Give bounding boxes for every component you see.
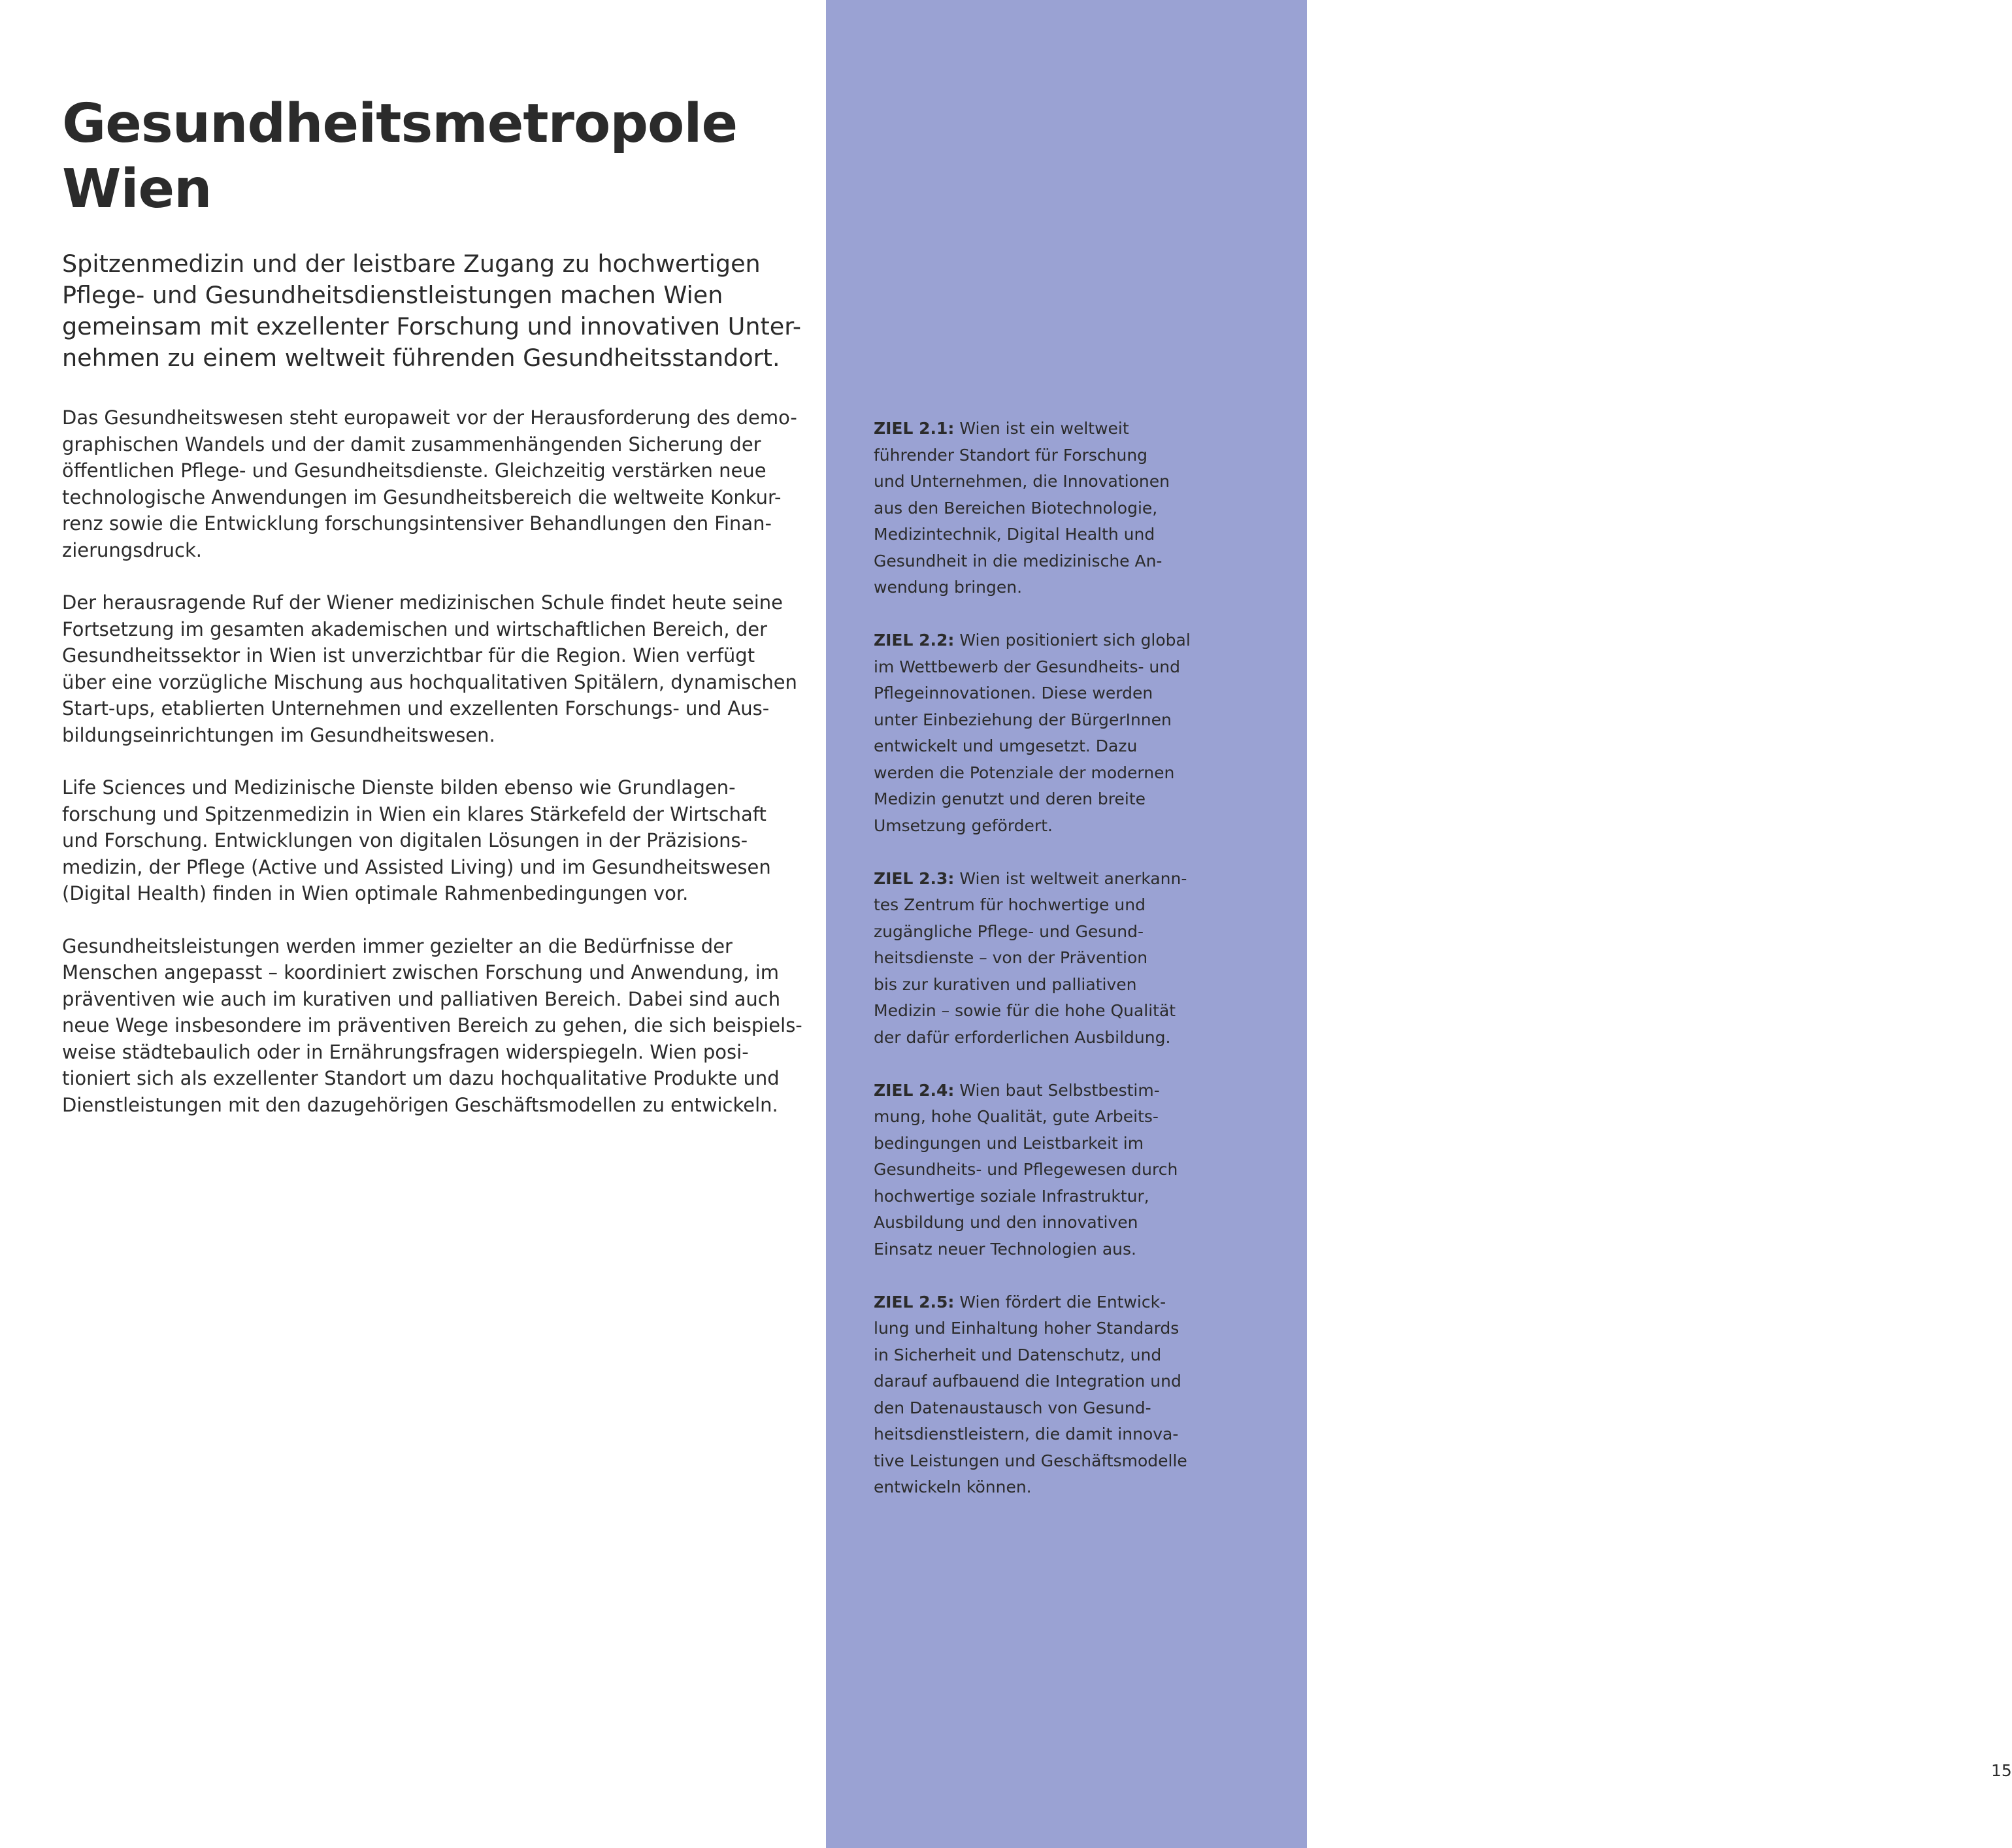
lead-line: Spitzenmedizin und der leistbare Zugang zu hochwertigen — [62, 250, 761, 278]
goal-text: darauf aufbauend die Integration und — [874, 1372, 1181, 1391]
goal-text: führender Standort für Forschung — [874, 445, 1148, 465]
goal-text: und Unternehmen, die Innovationen — [874, 472, 1170, 491]
goals-list — [874, 416, 1230, 1527]
text-line: präventiven wie auch im kurativen und palliativen Bereich. Dabei sind auch — [62, 987, 781, 1010]
goal-text: Wien fördert die Entwick- — [959, 1292, 1166, 1312]
text-line: bildungseinrichtungen im Gesundheitswesen. — [62, 723, 495, 746]
text-line: Der herausragende Ruf der Wiener medizinischen Schule findet heute seine — [62, 591, 783, 614]
text-line: Start-ups, etablierten Unternehmen und exzellenten Forschungs- und Aus- — [62, 697, 770, 719]
goal-text: werden die Potenziale der modernen — [874, 763, 1175, 782]
goal-item — [874, 416, 1230, 601]
body-paragraph — [62, 774, 814, 907]
goal-text: hochwertige soziale Infrastruktur, — [874, 1186, 1149, 1206]
text-line: weise städtebaulich oder in Ernährungsfragen widerspiegeln. Wien posi- — [62, 1040, 749, 1063]
goal-item — [874, 627, 1230, 839]
body-text — [62, 404, 814, 1118]
goal-first-line — [874, 1078, 1230, 1104]
goal-first-line — [874, 416, 1230, 442]
goal-label: ZIEL 2.3: — [874, 868, 955, 888]
goal-text: tes Zentrum für hochwertige und — [874, 895, 1146, 914]
lead-paragraph — [62, 248, 814, 374]
text-line: über eine vorzügliche Mischung aus hochqualitativen Spitälern, dynamischen — [62, 670, 797, 693]
lead-line: Pflege- und Gesundheitsdienstleistungen machen Wien — [62, 281, 723, 309]
goal-text: unter Einbeziehung der BürgerInnen — [874, 710, 1172, 729]
goals-sidebar — [826, 0, 2012, 1848]
goal-item — [874, 866, 1230, 1051]
goal-text: Ausbildung und den innovativen — [874, 1213, 1138, 1232]
goal-label: ZIEL 2.1: — [874, 419, 955, 438]
goal-text: den Datenaustausch von Gesund- — [874, 1398, 1151, 1417]
text-line: neue Wege insbesondere im präventiven Bereich zu gehen, die sich beispiels- — [62, 1014, 802, 1036]
goal-text: lung und Einhaltung hoher Standards — [874, 1319, 1179, 1338]
text-line: technologische Anwendungen im Gesundheitsbereich die weltweite Konkur- — [62, 486, 782, 508]
text-line: (Digital Health) finden in Wien optimale Rahmenbedingungen vor. — [62, 882, 689, 904]
text-line: medizin, der Pflege (Active und Assisted Living) und im Gesundheitswesen — [62, 855, 771, 878]
goal-text: aus den Bereichen Biotechnologie, — [874, 498, 1158, 518]
goal-text: mung, hohe Qualität, gute Arbeits- — [874, 1107, 1159, 1126]
goal-label: ZIEL 2.5: — [874, 1292, 955, 1312]
body-paragraph — [62, 404, 814, 563]
text-line: und Forschung. Entwicklungen von digitalen Lösungen in der Präzisions- — [62, 829, 748, 851]
main-column — [62, 91, 814, 1144]
goal-first-line — [874, 866, 1230, 893]
body-paragraph — [62, 933, 814, 1119]
goal-text: Umsetzung gefördert. — [874, 816, 1053, 835]
lead-line: gemeinsam mit exzellenter Forschung und innovativen Unter- — [62, 312, 802, 340]
text-line: graphischen Wandels und der damit zusammenhängenden Sicherung der — [62, 433, 761, 455]
goal-text: zugängliche Pflege- und Gesund- — [874, 921, 1144, 941]
goal-text: Wien ist weltweit anerkann- — [959, 868, 1187, 888]
text-line: Menschen angepasst – koordiniert zwischen Forschung und Anwendung, im — [62, 961, 780, 983]
text-line: Fortsetzung im gesamten akademischen und wirtschaftlichen Bereich, der — [62, 618, 768, 640]
goal-label: ZIEL 2.4: — [874, 1080, 955, 1100]
goal-item — [874, 1078, 1230, 1263]
goal-text: Medizintechnik, Digital Health und — [874, 525, 1155, 544]
goal-text: bis zur kurativen und palliativen — [874, 974, 1137, 994]
page-title — [62, 91, 814, 222]
goal-text: Gesundheits- und Pflegewesen durch — [874, 1160, 1178, 1179]
text-line: Life Sciences und Medizinische Dienste bilden ebenso wie Grundlagen- — [62, 776, 736, 799]
goal-item — [874, 1289, 1230, 1501]
goal-text: Wien positioniert sich global — [959, 631, 1191, 650]
goal-text: entwickelt und umgesetzt. Dazu — [874, 736, 1138, 755]
goal-text: Wien baut Selbstbestim- — [959, 1080, 1160, 1100]
goal-text: Wien ist ein weltweit — [959, 419, 1129, 438]
goal-text: in Sicherheit und Datenschutz, und — [874, 1345, 1162, 1364]
goal-text: tive Leistungen und Geschäftsmodelle — [874, 1451, 1187, 1470]
goal-text: Gesundheit in die medizinische An- — [874, 551, 1163, 570]
goal-text: Einsatz neuer Technologien aus. — [874, 1239, 1136, 1259]
goal-text: wendung bringen. — [874, 578, 1023, 597]
page-number: 15 — [1991, 1761, 2012, 1780]
goal-first-line — [874, 627, 1230, 654]
text-line: öffentlichen Pflege- und Gesundheitsdienste. Gleichzeitig verstärken neue — [62, 459, 767, 482]
goal-text: heitsdienstleistern, die damit innova- — [874, 1425, 1179, 1444]
text-line: zierungsdruck. — [62, 538, 202, 561]
goal-text: heitsdienste – von der Prävention — [874, 948, 1148, 967]
text-line: Das Gesundheitswesen steht europaweit vor der Herausforderung des demo- — [62, 406, 797, 429]
page-title-line: Gesundheitsmetropole — [62, 93, 738, 155]
goal-label: ZIEL 2.2: — [874, 631, 955, 650]
goal-text: Pflegeinnovationen. Diese werden — [874, 684, 1153, 702]
goal-text: bedingungen und Leistbarkeit im — [874, 1133, 1144, 1153]
goal-text: Medizin – sowie für die hohe Qualität — [874, 1001, 1176, 1020]
text-line: tioniert sich als exzellenter Standort um dazu hochqualitative Produkte und — [62, 1067, 780, 1089]
goal-text: Medizin genutzt und deren breite — [874, 789, 1146, 808]
lead-line: nehmen zu einem weltweit führenden Gesundheitsstandort. — [62, 344, 780, 372]
text-line: renz sowie die Entwicklung forschungsintensiver Behandlungen den Finan- — [62, 512, 772, 535]
page-title-line: Wien — [62, 158, 212, 220]
goal-text: entwickeln können. — [874, 1477, 1032, 1496]
goal-text: der dafür erforderlichen Ausbildung. — [874, 1027, 1171, 1047]
text-line: Dienstleistungen mit den dazugehörigen Geschäftsmodellen zu entwickeln. — [62, 1093, 778, 1116]
goal-text: im Wettbewerb der Gesundheits- und — [874, 657, 1180, 676]
text-line: forschung und Spitzenmedizin in Wien ein klares Stärkefeld der Wirtschaft — [62, 802, 767, 825]
body-paragraph — [62, 589, 814, 748]
goal-first-line — [874, 1289, 1230, 1316]
text-line: Gesundheitssektor in Wien ist unverzichtbar für die Region. Wien verfügt — [62, 644, 755, 667]
text-line: Gesundheitsleistungen werden immer gezielter an die Bedürfnisse der — [62, 934, 733, 957]
